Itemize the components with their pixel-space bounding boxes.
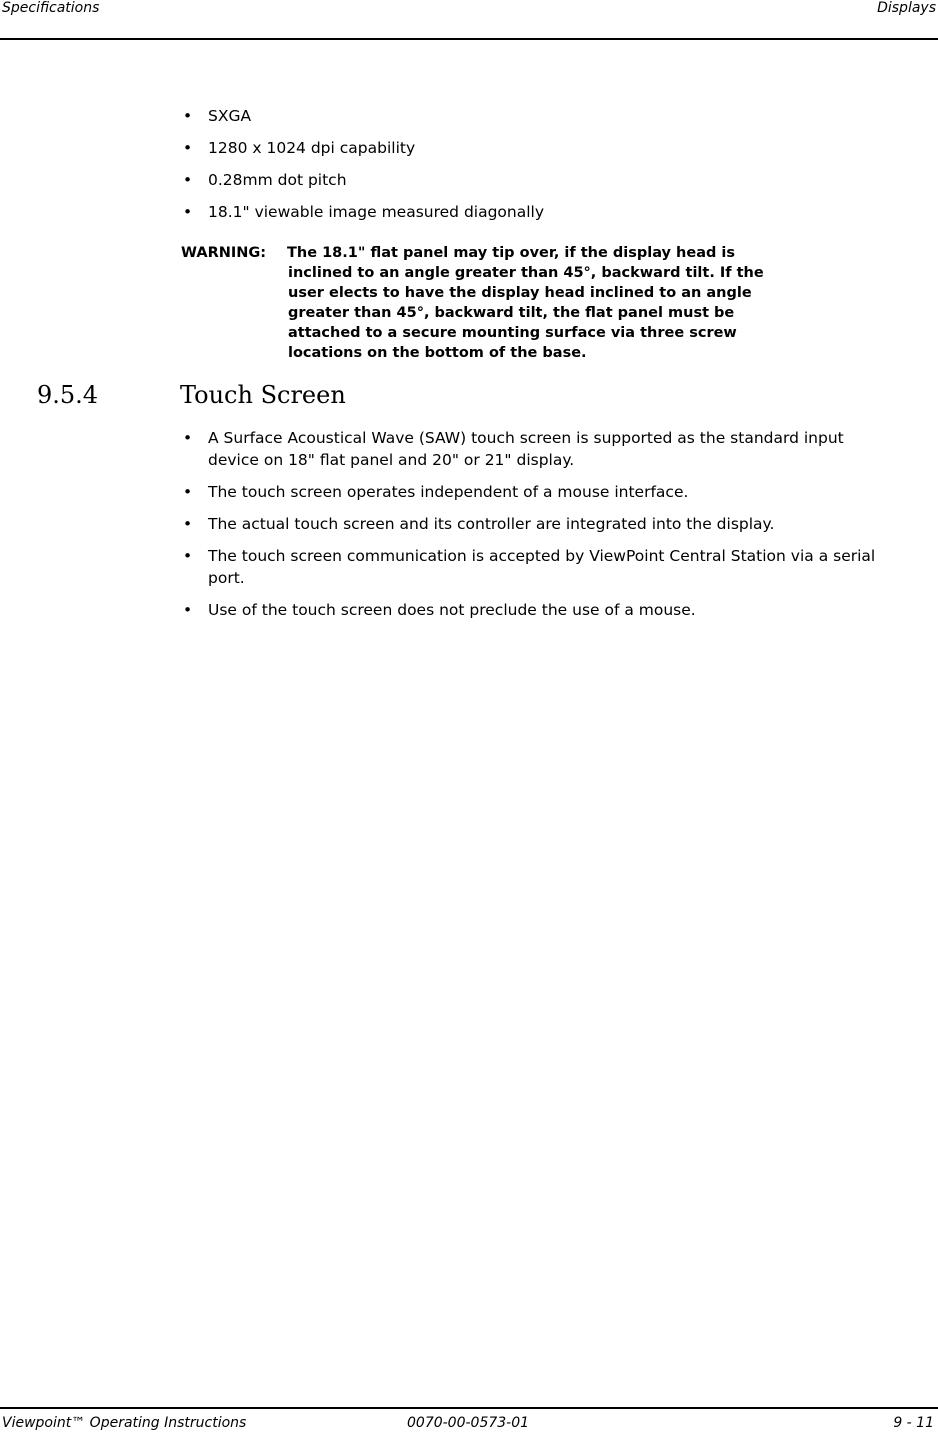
list-item: • 18.1" viewable image measured diagonally: [181, 201, 881, 223]
footer-page-number: 9 - 11: [893, 1415, 934, 1431]
footer-part-number: 0070-00-0573-01: [407, 1415, 530, 1431]
display-spec-list: [181, 105, 881, 233]
section-title: Touch Screen: [180, 381, 346, 409]
list-item: • The touch screen communication is accepted by ViewPoint Central Station via a serial port.: [181, 545, 881, 589]
list-item: • 0.28mm dot pitch: [181, 169, 881, 191]
list-item: • The actual touch screen and its controller are integrated into the display.: [181, 513, 881, 535]
header-section: Displays: [877, 0, 936, 16]
running-footer: [0, 1407, 938, 1435]
footer-manual-title: Viewpoint™ Operating Instructions: [2, 1415, 247, 1431]
section-number: 9.5.4: [37, 381, 99, 409]
list-item: • The touch screen operates independent of a mouse interface.: [181, 481, 881, 503]
running-header: [0, 0, 938, 40]
warning-text: The 18.1" flat panel may tip over, if the display head is inclined to an angle greater than 45°, backward tilt. If the user elects to have the display head inclined to an angle greater than 45°, backward tilt, the flat panel must be attached to a secure mounting surface via three screw locations on the bottom of the base.: [287, 245, 764, 361]
list-item: • A Surface Acoustical Wave (SAW) touch screen is supported as the standard input device on 18" flat panel and 20" or 21" display.: [181, 427, 881, 471]
list-item: • SXGA: [181, 105, 881, 127]
touch-screen-list: [181, 427, 881, 631]
list-item: • Use of the touch screen does not preclude the use of a mouse.: [181, 599, 881, 621]
header-chapter: Specifications: [2, 0, 100, 16]
warning-label: WARNING:: [181, 245, 267, 261]
list-item: • 1280 x 1024 dpi capability: [181, 137, 881, 159]
